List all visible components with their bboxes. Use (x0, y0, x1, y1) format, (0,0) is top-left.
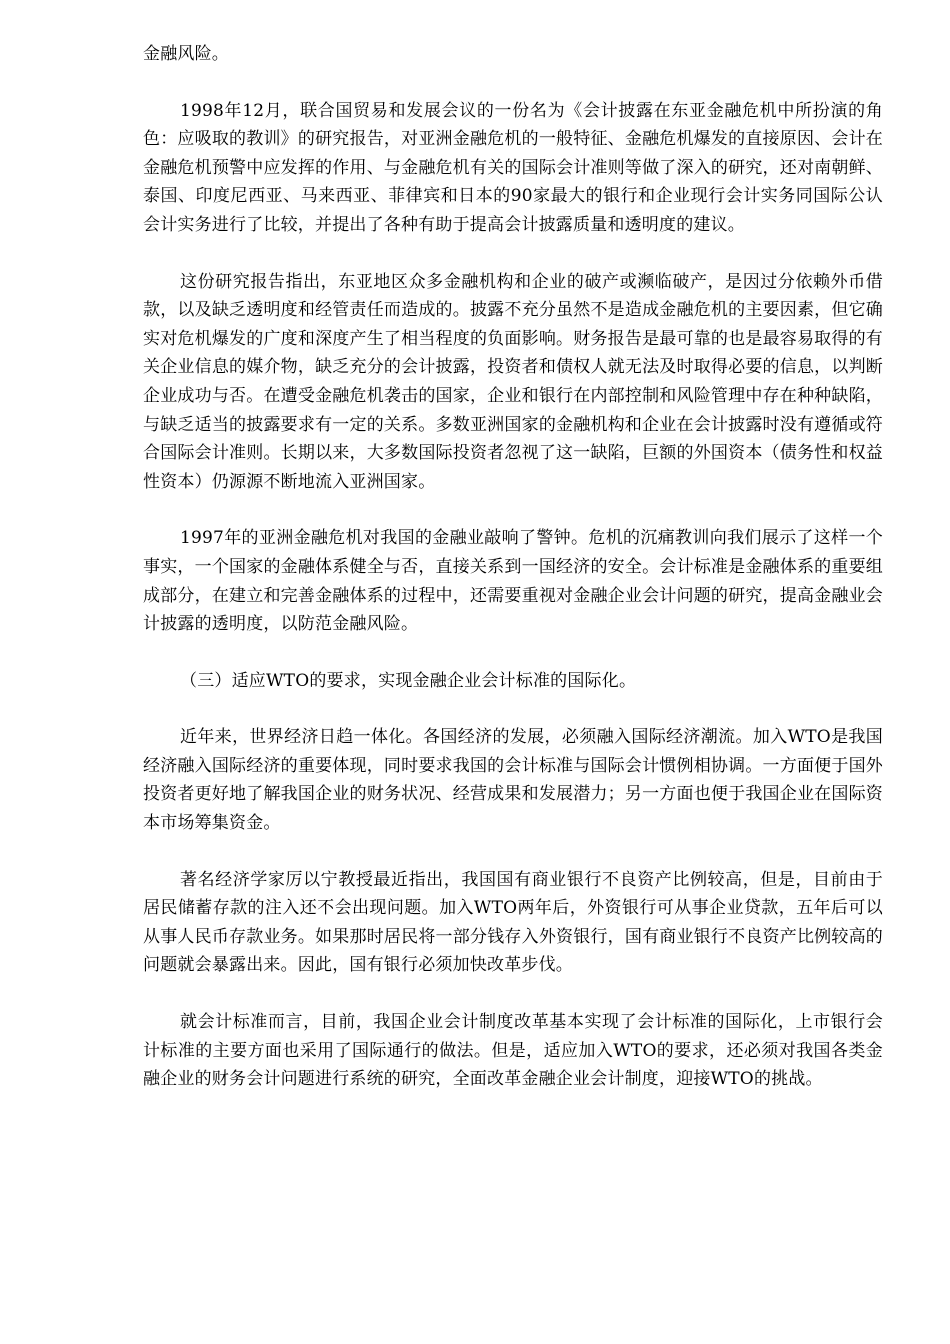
document-page (143, 40, 883, 1094)
paragraph-unctad-report: 1998年12月，联合国贸易和发展会议的一份名为《会计披露在东亚金融危机中所扮演的角色：应吸取的教训》的研究报告，对亚洲金融危机的一般特征、金融危机爆发的直接原因、会计在金融危机预警中应发挥的作用、与金融危机有关的国际会计准则等做了深入的研究，还对南朝鲜、泰国、印度尼西亚、马来西亚、菲律宾和日本的90家最大的银行和企业现行会计实务同国际公认会计实务进行了比较，并提出了各种有助于提高会计披露质量和透明度的建议。 (143, 100, 883, 235)
paragraph-1997-crisis: 1997年的亚洲金融危机对我国的金融业敲响了警钟。危机的沉痛教训向我们展示了这样一个事实，一个国家的金融体系健全与否，直接关系到一国经济的安全。会计标准是金融体系的重要组成部分，在建立和完善金融体系的过程中，还需要重视对金融企业会计问题的研究，提高金融业会计披露的透明度，以防范金融风险。 (143, 528, 883, 635)
section-heading-wto: （三）适应WTO的要求，实现金融企业会计标准的国际化。 (180, 670, 637, 691)
paragraph-continuation: 金融风险。 (143, 44, 229, 64)
paragraph-li-yining: 著名经济学家厉以宁教授最近指出，我国国有商业银行不良资产比例较高，但是，目前由于居民储蓄存款的注入还不会出现问题。加入WTO两年后，外资银行可从事企业贷款，五年后可以从事人民币存款业务。如果那时居民将一部分钱存入外资银行，国有商业银行不良资产比例较高的问题就会暴露出来。因此，国有银行必须加快改革步伐。 (143, 869, 883, 976)
paragraph-accounting-standards: 就会计标准而言，目前，我国企业会计制度改革基本实现了会计标准的国际化，上市银行会计标准的主要方面也采用了国际通行的做法。但是，适应加入WTO的要求，还必须对我国各类金融企业的财务会计问题进行系统的研究，全面改革金融企业会计制度，迎接WTO的挑战。 (143, 1012, 883, 1090)
paragraph-economic-integration: 近年来，世界经济日趋一体化。各国经济的发展，必须融入国际经济潮流。加入WTO是我国经济融入国际经济的重要体现，同时要求我国的会计标准与国际会计惯例相协调。一方面便于国外投资者更好地了解我国企业的财务状况、经营成果和发展潜力；另一方面也便于我国企业在国际资本市场筹集资金。 (143, 727, 883, 834)
paragraph-report-findings: 这份研究报告指出，东亚地区众多金融机构和企业的破产或濒临破产，是因过分依赖外币借款，以及缺乏透明度和经管责任而造成的。披露不充分虽然不是造成金融危机的主要因素，但它确实对危机爆发的广度和深度产生了相当程度的负面影响。财务报告是最可靠的也是最容易取得的有关企业信息的媒介物，缺乏充分的会计披露，投资者和债权人就无法及时取得必要的信息，以判断企业成功与否。在遭受金融危机袭击的国家，企业和银行在内部控制和风险管理中存在种种缺陷，与缺乏适当的披露要求有一定的关系。多数亚洲国家的金融机构和企业在会计披露时没有遵循或符合国际会计准则。长期以来，大多数国际投资者忽视了这一缺陷，巨额的外国资本（债务性和权益性资本）仍源源不断地流入亚洲国家。 (143, 271, 883, 492)
